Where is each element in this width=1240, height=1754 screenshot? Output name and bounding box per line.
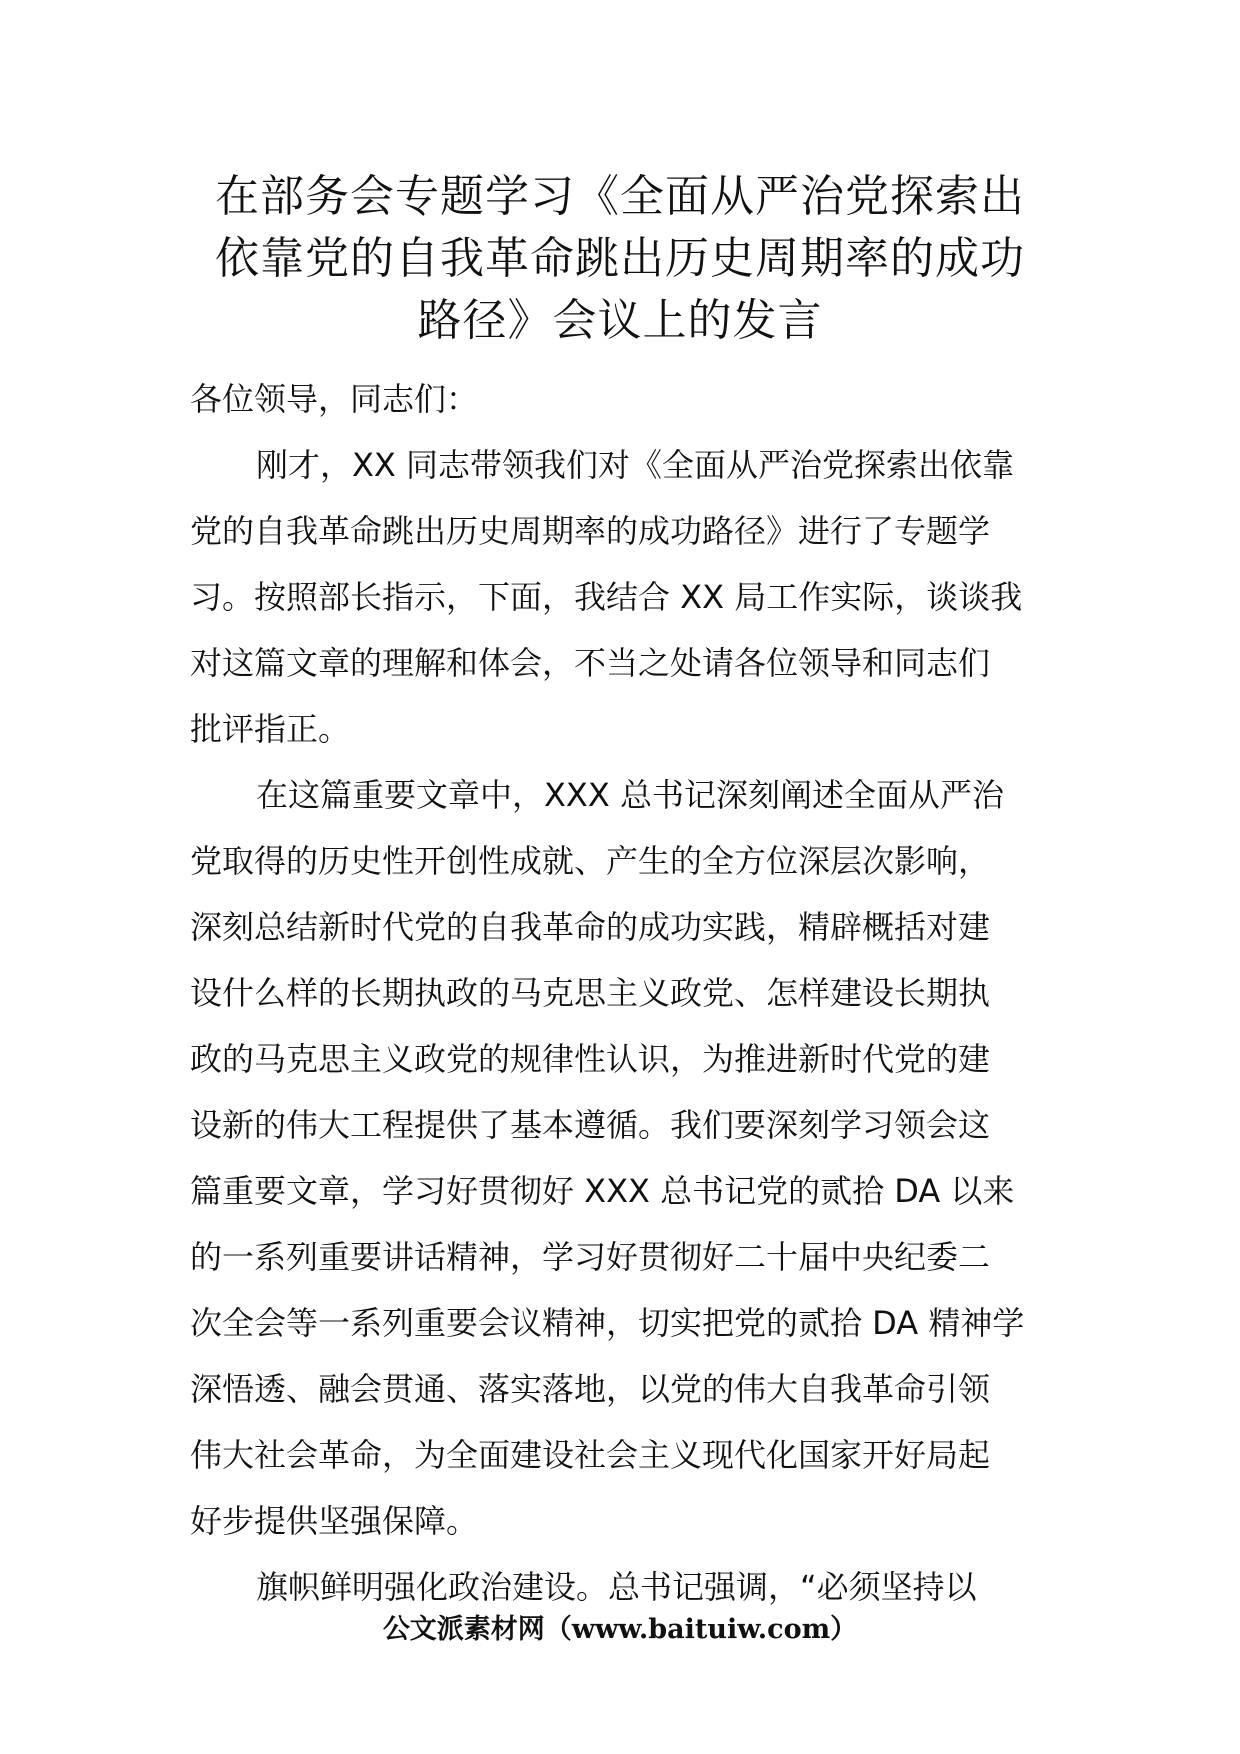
paragraph-line: 批评指正。 xyxy=(190,710,351,748)
paragraph-line: 设新的伟大工程提供了基本遵循。我们要深刻学习领会这 xyxy=(190,1106,991,1144)
salutation-line: 各位领导，同志们： xyxy=(190,380,479,418)
paragraph-line: 设什么样的长期执政的马克思主义政党、怎样建设长期执 xyxy=(190,974,991,1012)
paragraph-line: 伟大社会革命，为全面建设社会主义现代化国家开好局起 xyxy=(190,1436,991,1474)
paragraph-line: 在这篇重要文章中，XXX 总书记深刻阐述全面从严治 xyxy=(256,776,1004,814)
paragraph-line: 的一系列重要讲话精神，学习好贯彻好二十届中央纪委二 xyxy=(190,1238,991,1276)
paragraph-line: 习。按照部长指示，下面，我结合 XX 局工作实际，谈谈我 xyxy=(190,578,1023,616)
paragraph-line: 政的马克思主义政党的规律性认识，为推进新时代党的建 xyxy=(190,1040,991,1078)
paragraph-line: 篇重要文章，学习好贯彻好 XXX 总书记党的贰拾 DA 以来 xyxy=(190,1172,1015,1210)
document-title xyxy=(190,166,1050,352)
title-line: 在部务会专题学习《全面从严治党探索出 xyxy=(215,171,1025,222)
paragraph-line: 次全会等一系列重要会议精神，切实把党的贰拾 DA 精神学 xyxy=(190,1304,1025,1342)
title-line: 路径》会议上的发言 xyxy=(417,295,823,346)
paragraph-line: 对这篇文章的理解和体会，不当之处请各位领导和同志们 xyxy=(190,644,991,682)
paragraph-line: 深悟透、融会贯通、落实落地，以党的伟大自我革命引领 xyxy=(190,1370,991,1408)
footer-watermark: 公文派素材网（www.baituiw.com） xyxy=(382,1614,858,1645)
paragraph-line: 深刻总结新时代党的自我革命的成功实践，精辟概括对建 xyxy=(190,908,991,946)
paragraph-intro xyxy=(190,432,1070,762)
paragraph-line: 好步提供坚强保障。 xyxy=(190,1502,479,1540)
paragraph-line: 旗帜鲜明强化政治建设。总书记强调，“必须坚持以 xyxy=(256,1568,977,1606)
paragraph-line: 党的自我革命跳出历史周期率的成功路径》进行了专题学 xyxy=(190,512,991,550)
document-body xyxy=(190,366,1070,1620)
paragraph-line: 刚才，XX 同志带领我们对《全面从严治党探索出依靠 xyxy=(256,446,1015,484)
paragraph-line: 党取得的历史性开创性成就、产生的全方位深层次影响， xyxy=(190,842,991,880)
salutation xyxy=(190,366,1070,432)
title-line: 依靠党的自我革命跳出历史周期率的成功 xyxy=(215,233,1025,284)
paragraph-main xyxy=(190,762,1070,1554)
